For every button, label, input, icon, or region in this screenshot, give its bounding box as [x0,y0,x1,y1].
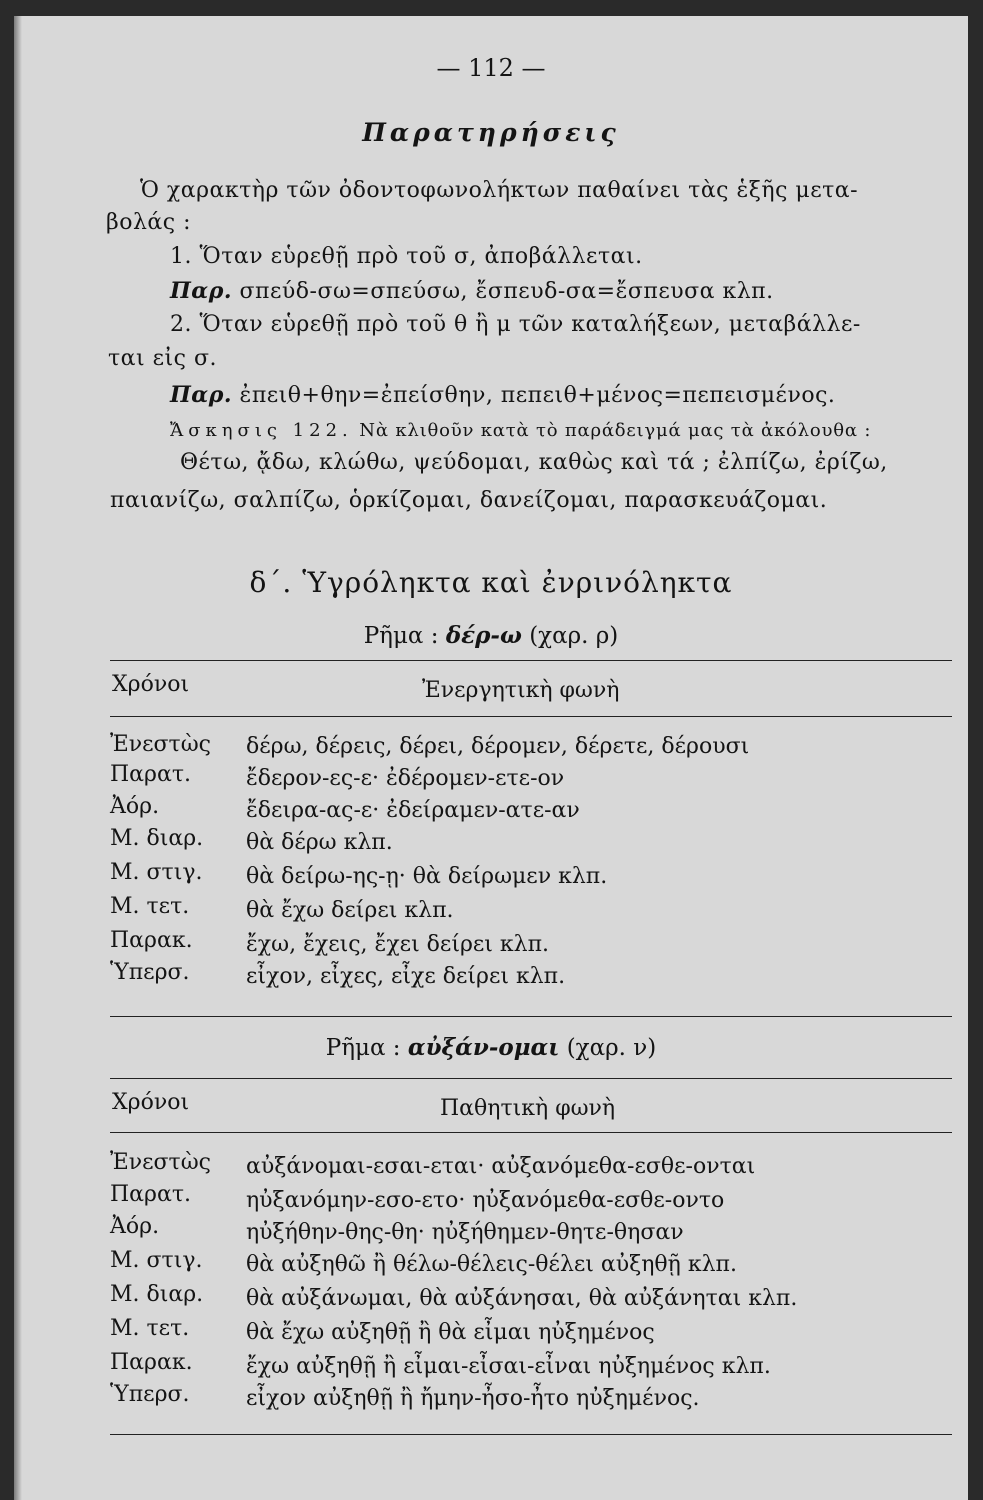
rule-2-line-2: ται εἰς σ. [108,346,217,371]
exercise-line-1 [170,420,871,441]
rule-1: 1. Ὅταν εὑρεθῇ πρὸ τοῦ σ, ἀποβάλλεται. [170,244,643,269]
table2-forms: ἔχω αὐξηθῇ ἢ εἶμαι-εἶσαι-εἶναι ηὐξημένος κλπ. [246,1354,771,1379]
example-1 [170,278,774,304]
intro-line-2: βολάς : [106,210,191,235]
table2-forms: εἶχον αὐξηθῇ ἢ ἤμην-ἦσο-ἦτο ηὐξημένος. [246,1386,700,1411]
table2-verb-line [14,1034,968,1061]
table1-tense: Μ. διαρ. [110,826,204,851]
table2-tense: Μ. στιγ. [110,1248,203,1273]
example-1-label: Παρ. [170,278,233,304]
table2-forms: θὰ αὐξάνωμαι, θὰ αὐξάνησαι, θὰ αὐξάνηται κλπ. [246,1286,798,1311]
example-2-label: Παρ. [170,382,233,408]
table2-forms: θὰ ἔχω αὐξηθῇ ἢ θὰ εἶμαι ηὐξημένος [246,1320,655,1345]
table1-tense: Παρατ. [110,762,191,787]
table1-col-voice: Ἐνεργητικὴ φωνὴ [422,678,620,703]
notes-title: Παρατηρήσεις [362,118,620,147]
table1-bottom-rule [110,1016,952,1017]
table2-forms: ηὐξήθην-θης-θη· ηὐξήθημεν-θητε-θησαν [246,1220,684,1245]
table1-top-rule [110,660,952,661]
exercise-line-3: παιανίζω, σαλπίζω, ὁρκίζομαι, δανείζομαι, παρασκευάζομαι. [110,488,828,513]
table1-forms: ἔδερον-ες-ε· ἐδέρομεν-ετε-ον [246,766,565,791]
table1-tense: Ὑπερσ. [110,960,190,985]
table1-header-rule [110,716,952,717]
book-page [14,16,968,1500]
table1-tense: Μ. τετ. [110,894,190,919]
table1-tense: Παρακ. [110,928,193,953]
table1-forms: θὰ δείρω-ης-ῃ· θὰ δείρωμεν κλπ. [246,864,608,889]
table2-forms: αὐξάνομαι-εσαι-εται· αὐξανόμεθα-εσθε-ονται [246,1154,756,1179]
page-number: — 112 — [436,54,546,82]
table1-forms: θὰ ἔχω δείρει κλπ. [246,898,454,923]
table2-verb: αὐξάν-ομαι [407,1034,560,1061]
table2-tense: Μ. διαρ. [110,1282,204,1307]
table2-forms: θὰ αὐξηθῶ ἢ θέλω-θέλεις-θέλει αὐξηθῇ κλπ. [246,1252,737,1277]
exercise-label: Ἄσκησις 122. [170,420,353,441]
table1-forms: θὰ δέρω κλπ. [246,830,393,855]
table1-verb-char: (χαρ. ρ) [529,623,619,649]
table1-forms: εἶχον, εἶχες, εἶχε δείρει κλπ. [246,964,566,989]
table1-tense: Μ. στιγ. [110,860,203,885]
table1-verb-line [14,622,968,649]
example-1-text: σπεύδ-σω=σπεύσω, ἔσπευδ-σα=ἔσπευσα κλπ. [239,279,774,304]
table2-tense: Παρακ. [110,1350,193,1375]
table1-col-tenses: Χρόνοι [112,672,190,697]
intro-line-1: Ὁ χαρακτὴρ τῶν ὀδοντοφωνολήκτων παθαίνει τὰς ἑξῆς μετα- [140,178,859,203]
table1-tense: Ἐνεστὼς [110,732,211,757]
table1-forms: δέρω, δέρεις, δέρει, δέρομεν, δέρετε, δέρουσι [246,734,750,759]
table1-verb-prefix: Ρῆμα : [363,623,439,649]
table2-verb-char: (χαρ. ν) [566,1035,657,1061]
table1-tense: Ἀόρ. [110,794,160,819]
table2-tense: Μ. τετ. [110,1316,190,1341]
table2-forms: ηὐξανόμην-εσο-ετο· ηὐξανόμεθα-εσθε-οντο [246,1188,725,1213]
table2-tense: Ὑπερσ. [110,1382,190,1407]
rule-2-line-1: 2. Ὅταν εὑρεθῇ πρὸ τοῦ θ ἢ μ τῶν καταλήξεων, μεταβάλλε- [170,312,861,337]
table1-verb: δέρ-ω [445,622,522,649]
table2-tense: Ἀόρ. [110,1214,160,1239]
table2-col-tenses: Χρόνοι [112,1090,190,1115]
table1-forms: ἔδειρα-ας-ε· ἐδείραμεν-ατε-αν [246,798,580,823]
table2-top-rule [110,1078,952,1079]
table2-tense: Παρατ. [110,1182,191,1207]
table1-forms: ἔχω, ἔχεις, ἔχει δείρει κλπ. [246,932,550,957]
example-2 [170,382,835,408]
exercise-instruction: Νὰ κλιθοῦν κατὰ τὸ παράδειγμά μας τὰ ἀκόλουθα : [359,420,872,441]
example-2-text: ἐπειθ+θην=ἐπείσθην, πεπειθ+μένος=πεπεισμένος. [239,383,836,408]
exercise-line-2: Θέτω, ᾄδω, κλώθω, ψεύδομαι, καθὼς καὶ τά ; ἐλπίζω, ἐρίζω, [180,450,888,475]
table2-bottom-rule [110,1434,952,1435]
table2-verb-prefix: Ρῆμα : [325,1035,401,1061]
section-heading: δ΄. Ὑγρόληκτα καὶ ἐνρινόληκτα [249,566,733,599]
table2-header-rule [110,1132,952,1133]
table2-tense: Ἐνεστὼς [110,1150,211,1175]
table2-col-voice: Παθητικὴ φωνὴ [440,1096,616,1121]
